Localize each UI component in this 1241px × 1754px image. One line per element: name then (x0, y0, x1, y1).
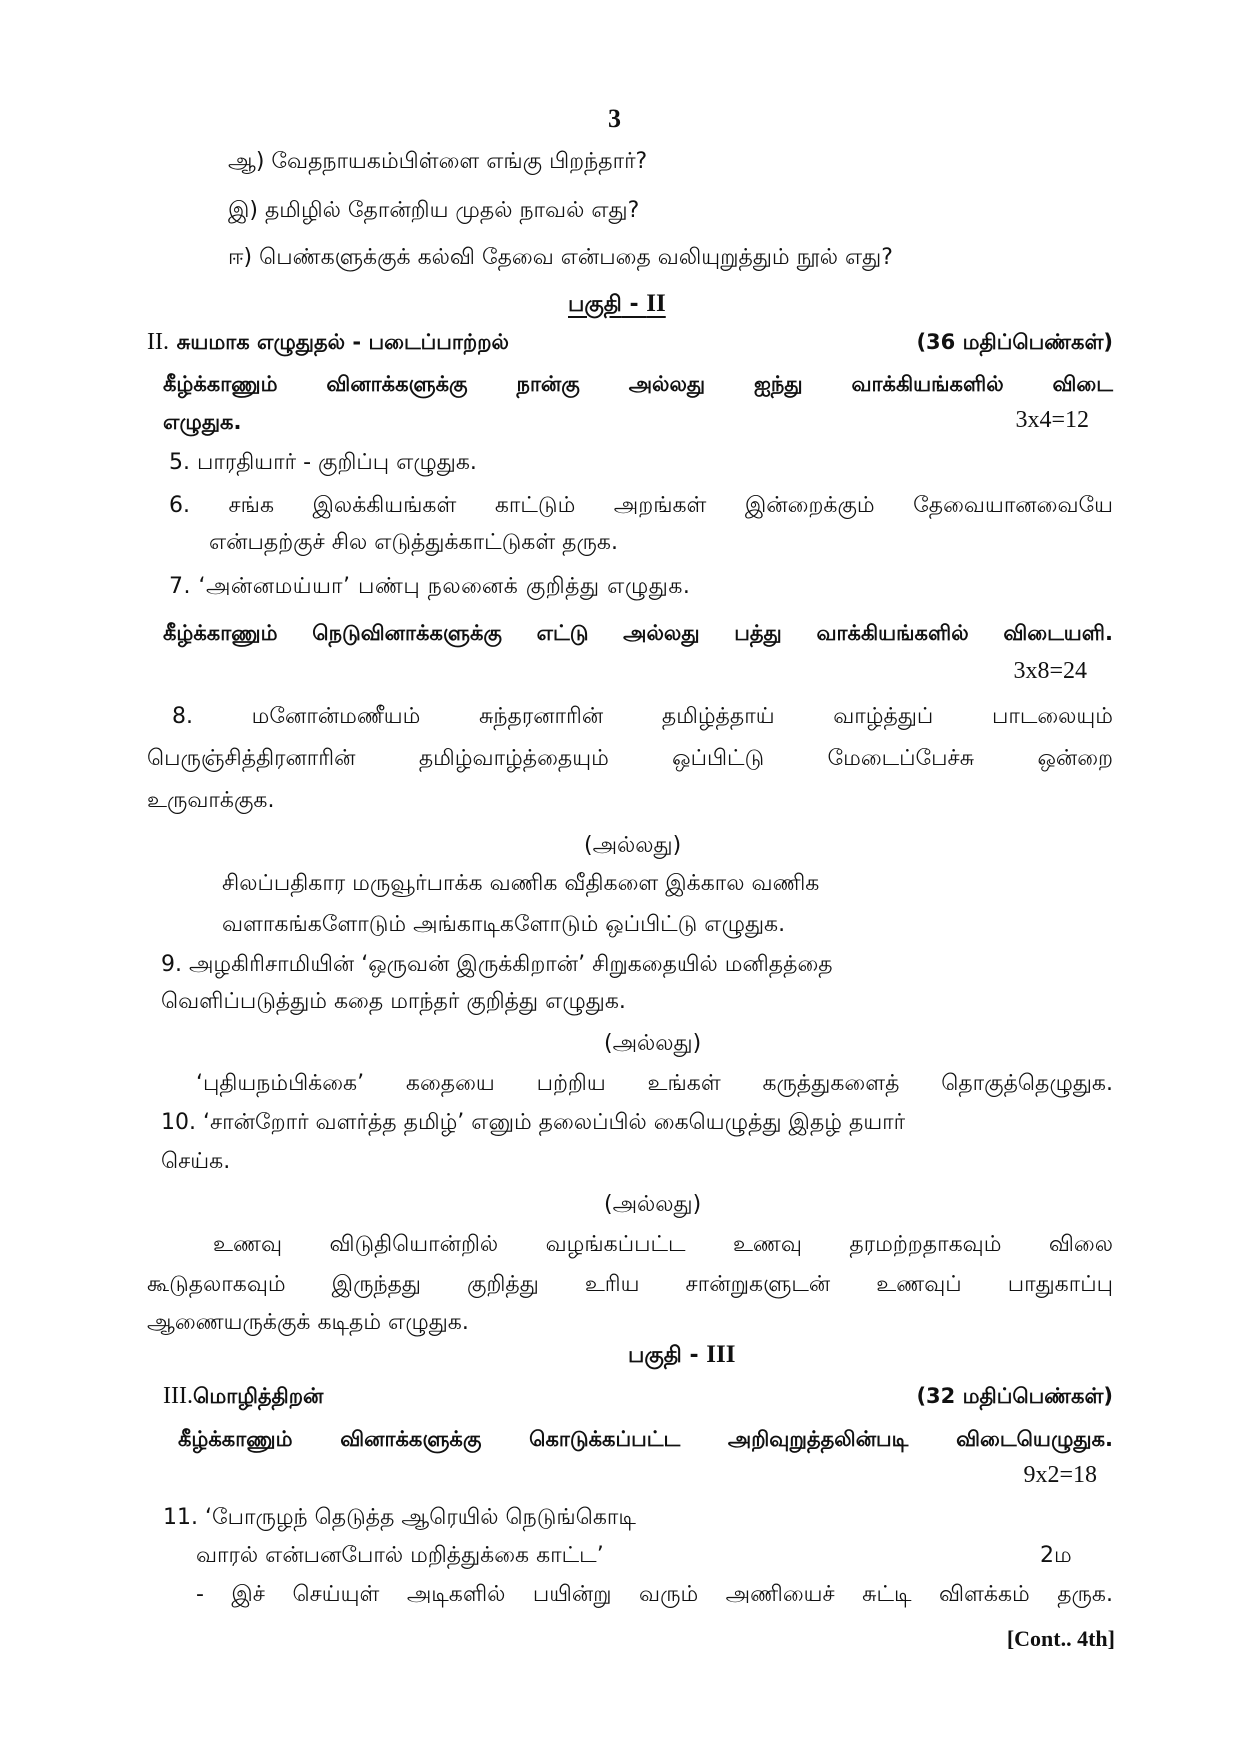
section-title-text: சுயமாக எழுதுதல் - படைப்பாற்றல் (176, 330, 509, 354)
part-heading-dash: - (621, 292, 647, 317)
or-label: (அல்லது) (604, 1031, 702, 1056)
question-item: ஈ) பெண்களுக்குக் கல்வி தேவை என்பதை வலியுறுத்தும் நூல் எது? (228, 245, 893, 270)
or-label: (அல்லது) (584, 833, 682, 858)
question-11: 11. ‘போருழந் தெடுத்த ஆரெயில் நெடுங்கொடி (163, 1505, 636, 1530)
question-10-alt: உணவு விடுதியொன்றில் வழங்கப்பட்ட உணவு தரமற்றதாகவும் விலை (213, 1232, 1113, 1257)
instruction: கீழ்க்காணும் வினாக்களுக்கு கொடுக்கப்பட்ட அறிவுறுத்தலின்படி விடையெழுதுக. (178, 1427, 1113, 1451)
section-marks: (32 மதிப்பெண்கள்) (916, 1384, 1113, 1408)
question-11-cont: - இச் செய்யுள் அடிகளில் பயின்று வரும் அணியைச் சுட்டி விளக்கம் தருக. (196, 1582, 1113, 1607)
part-heading-word: பகுதி (628, 1343, 682, 1368)
question-10-alt-cont: ஆணையருக்குக் கடிதம் எழுதுக. (147, 1310, 469, 1335)
page-number: 3 (608, 104, 621, 133)
question-8-cont: உருவாக்குக. (147, 788, 275, 813)
question-8-alt: சிலப்பதிகார மருவூர்பாக்க வணிக வீதிகளை இக்கால வணிக (222, 871, 820, 896)
instruction: கீழ்க்காணும் நெடுவினாக்களுக்கு எட்டு அல்லது பத்து வாக்கியங்களில் விடையளி. (163, 621, 1113, 645)
part-heading-numeral: II (646, 290, 666, 317)
question-8: 8. மனோன்மணீயம் சுந்தரனாரின் தமிழ்த்தாய் வாழ்த்துப் பாடலையும் (172, 704, 1113, 729)
question-10-alt-cont: கூடுதலாகவும் இருந்தது குறித்து உரிய சான்றுகளுடன் உணவுப் பாதுகாப்பு (147, 1272, 1113, 1297)
question-8-cont: பெருஞ்சித்திரனாரின் தமிழ்வாழ்த்தையும் ஒப்பிட்டு மேடைப்பேச்சு ஒன்றை (147, 746, 1113, 771)
question-8-alt-cont: வளாகங்களோடும் அங்காடிகளோடும் ஒப்பிட்டு எழுதுக. (222, 912, 786, 937)
section-numeral: II. (147, 329, 169, 355)
question-9-cont: வெளிப்படுத்தும் கதை மாந்தர் குறித்து எழுதுக. (161, 989, 626, 1014)
question-9-alt: ‘புதியநம்பிக்கை’ கதையை பற்றிய உங்கள் கருத்துகளைத் தொகுத்தெழுதுக. (196, 1071, 1113, 1096)
part-heading-numeral: III (706, 1341, 736, 1368)
or-label: (அல்லது) (604, 1192, 702, 1217)
question-9: 9. அழகிரிசாமியின் ‘ஒருவன் இருக்கிறான்’ சிறுகதையில் மனிதத்தை (161, 952, 833, 977)
marks-scheme: 9x2=18 (1023, 1462, 1097, 1488)
section-title-text: மொழித்திறன் (192, 1384, 324, 1408)
instruction-cont: எழுதுக. (163, 410, 242, 434)
question-5: 5. பாரதியார் - குறிப்பு எழுதுக. (169, 450, 477, 475)
section-numeral: III. (163, 1383, 193, 1409)
question-11-marks: 2ம (1040, 1543, 1072, 1568)
question-item: ஆ) வேதநாயகம்பிள்ளை எங்கு பிறந்தார்? (228, 149, 648, 174)
question-11-cont: வாரல் என்பனபோல் மறித்துக்கை காட்ட’ (196, 1543, 604, 1568)
marks-scheme: 3x8=24 (1013, 658, 1087, 684)
section-title (147, 327, 509, 358)
question-7: 7. ‘அன்னமய்யா’ பண்பு நலனைக் குறித்து எழுதுக. (169, 574, 691, 599)
part-heading (568, 289, 666, 320)
question-6-cont: என்பதற்குச் சில எடுத்துக்காட்டுகள் தருக. (209, 530, 618, 555)
instruction: கீழ்க்காணும் வினாக்களுக்கு நான்கு அல்லது ஐந்து வாக்கியங்களில் விடை (163, 372, 1113, 396)
part-heading-dash: - (681, 1343, 707, 1368)
part-heading-word: பகுதி (568, 292, 622, 317)
section-marks: (36 மதிப்பெண்கள்) (916, 330, 1113, 354)
section-title (163, 1381, 323, 1412)
part-heading (628, 1340, 735, 1371)
question-10: 10. ‘சான்றோர் வளர்த்த தமிழ்’ எனும் தலைப்பில் கையெழுத்து இதழ் தயார் (161, 1110, 906, 1135)
continue-note: [Cont.. 4th] (1006, 1626, 1115, 1651)
question-10-cont: செய்க. (161, 1149, 231, 1174)
question-item: இ) தமிழில் தோன்றிய முதல் நாவல் எது? (228, 198, 640, 223)
marks-scheme: 3x4=12 (1015, 407, 1089, 433)
question-6: 6. சங்க இலக்கியங்கள் காட்டும் அறங்கள் இன்றைக்கும் தேவையானவையே (169, 493, 1113, 518)
